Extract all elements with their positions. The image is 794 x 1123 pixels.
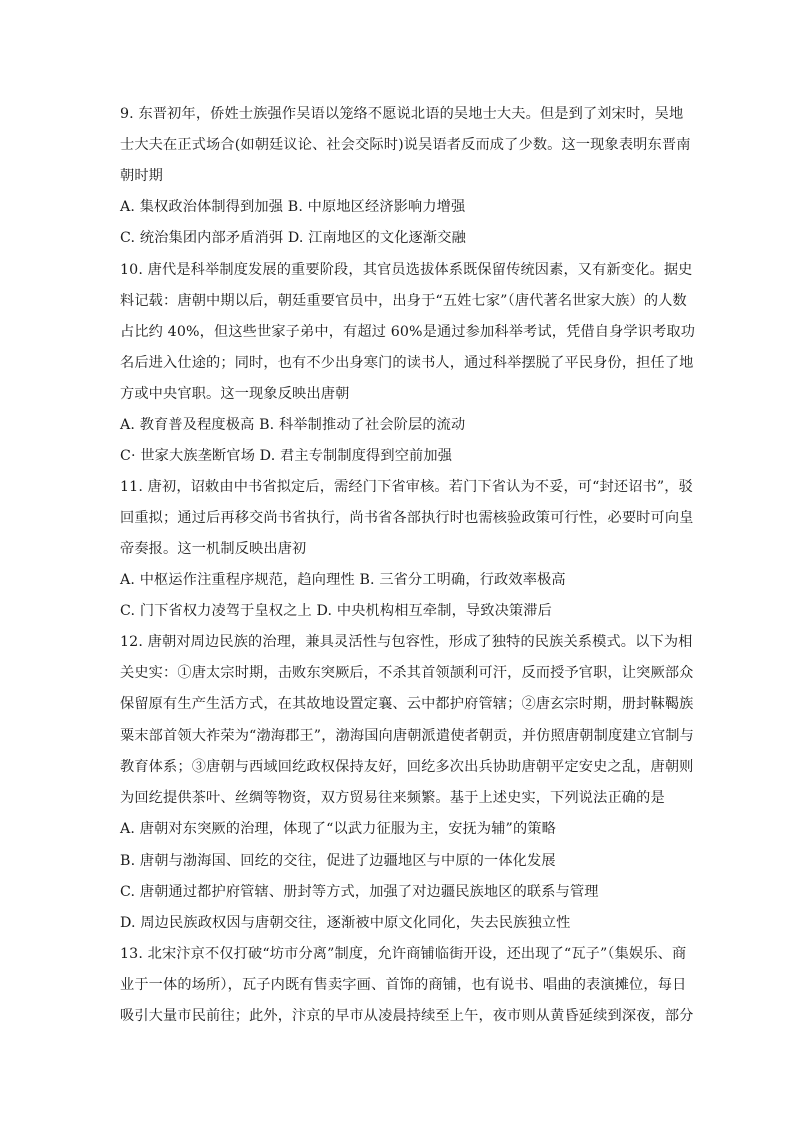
q12-stem-line-5: 教育体系；③唐朝与西域回纥政权保持友好，回纥多次出兵协助唐朝平定安史之乱，唐朝则 xyxy=(120,759,694,775)
q10-stem-line-3: 占比约 40%，但这些世家子弟中，有超过 60%是通过参加科举考试，凭借自身学识考取功 xyxy=(120,324,696,340)
q10-stem-line-5: 方或中央官职。这一现象反映出唐朝 xyxy=(120,386,350,402)
q11-stem-line-1: 11. 唐初，诏敕由中书省拟定后，需经门下省审核。若门下省认为不妥，可“封还诏书”，驳 xyxy=(120,479,693,495)
q12-option-d: D. 周边民族政权因与唐朝交往，逐渐被中原文化同化，失去民族独立性 xyxy=(120,915,571,931)
q12-stem-line-1: 12. 唐朝对周边民族的治理，兼具灵活性与包容性，形成了独特的民族关系模式。以下为相 xyxy=(120,634,693,650)
q13-stem-line-2: 业于一体的场所），瓦子内既有售卖字画、首饰的商铺，也有说书、唱曲的表演摊位，每日 xyxy=(120,977,687,993)
q10-options-ab: A. 教育普及程度极高 B. 科举制推动了社会阶层的流动 xyxy=(120,417,466,433)
q10-stem-line-4: 名后进入仕途的；同时，也有不少出身寒门的读书人，通过科举摆脱了平民身份，担任了地 xyxy=(120,355,694,371)
q9-stem-line-2: 士大夫在正式场合(如朝廷议论、社会交际时)说吴语者反而成了少数。这一现象表明东晋南 xyxy=(120,137,691,153)
q12-option-a: A. 唐朝对东突厥的治理，体现了“以武力征服为主，安抚为辅”的策略 xyxy=(120,821,556,837)
q10-stem-line-2: 料记载：唐朝中期以后，朝廷重要官员中，出身于“五姓七家”（唐代著名世家大族）的人数 xyxy=(120,293,687,309)
q11-stem-line-2: 回重拟；通过后再移交尚书省执行，尚书省各部执行时也需核验政策可行性，必要时可向皇 xyxy=(120,510,694,526)
q9-options-cd: C. 统治集团内部矛盾消弭 D. 江南地区的文化逐渐交融 xyxy=(120,230,466,246)
q13-stem-line-3: 吸引大量市民前往；此外，汴京的早市从凌晨持续至上午，夜市则从黄昏延续到深夜，部分 xyxy=(120,1008,694,1024)
q10-options-cd: C· 世家大族垄断官场 D. 君主专制制度得到空前加强 xyxy=(120,448,453,464)
q12-stem-line-2: 关史实：①唐太宗时期，击败东突厥后，不杀其首领颉利可汗，反而授予官职，让突厥部众 xyxy=(120,665,694,681)
q11-options-ab: A. 中枢运作注重程序规范，趋向理性 B. 三省分工明确，行政效率极高 xyxy=(120,572,566,588)
q11-options-cd: C. 门下省权力凌驾于皇权之上 D. 中央机构相互牵制，导致决策滞后 xyxy=(120,603,552,619)
q12-stem-line-3: 保留原有生产生活方式，在其故地设置定襄、云中都护府管辖；②唐玄宗时期，册封靺鞨族 xyxy=(120,696,694,712)
q12-option-b: B. 唐朝与渤海国、回纥的交往，促进了边疆地区与中原的一体化发展 xyxy=(120,853,556,869)
q12-stem-line-6: 为回纥提供茶叶、丝绸等物资，双方贸易往来频繁。基于上述史实，下列说法正确的是 xyxy=(120,790,665,806)
q9-stem-line-1: 9. 东晋初年，侨姓士族强作吴语以笼络不愿说北语的吴地士大夫。但是到了刘宋时，吴地 xyxy=(120,106,684,122)
q9-stem-line-3: 朝时期 xyxy=(120,168,164,184)
q13-stem-line-1: 13. 北宋汴京不仅打破“坊市分离”制度，允许商铺临街开设，还出现了“瓦子”（集娱乐、商 xyxy=(120,946,687,962)
q11-stem-line-3: 帝奏报。这一机制反映出唐初 xyxy=(120,541,307,557)
q9-options-ab: A. 集权政治体制得到加强 B. 中原地区经济影响力增强 xyxy=(120,199,466,215)
q10-stem-line-1: 10. 唐代是科举制度发展的重要阶段，其官员选拔体系既保留传统因素，又有新变化。据史 xyxy=(120,262,693,278)
q12-option-c: C. 唐朝通过都护府管辖、册封等方式，加强了对边疆民族地区的联系与管理 xyxy=(120,884,599,900)
q12-stem-line-4: 粟末部首领大祚荣为“渤海郡王”，渤海国向唐朝派遣使者朝贡，并仿照唐朝制度建立官制与 xyxy=(120,728,694,744)
